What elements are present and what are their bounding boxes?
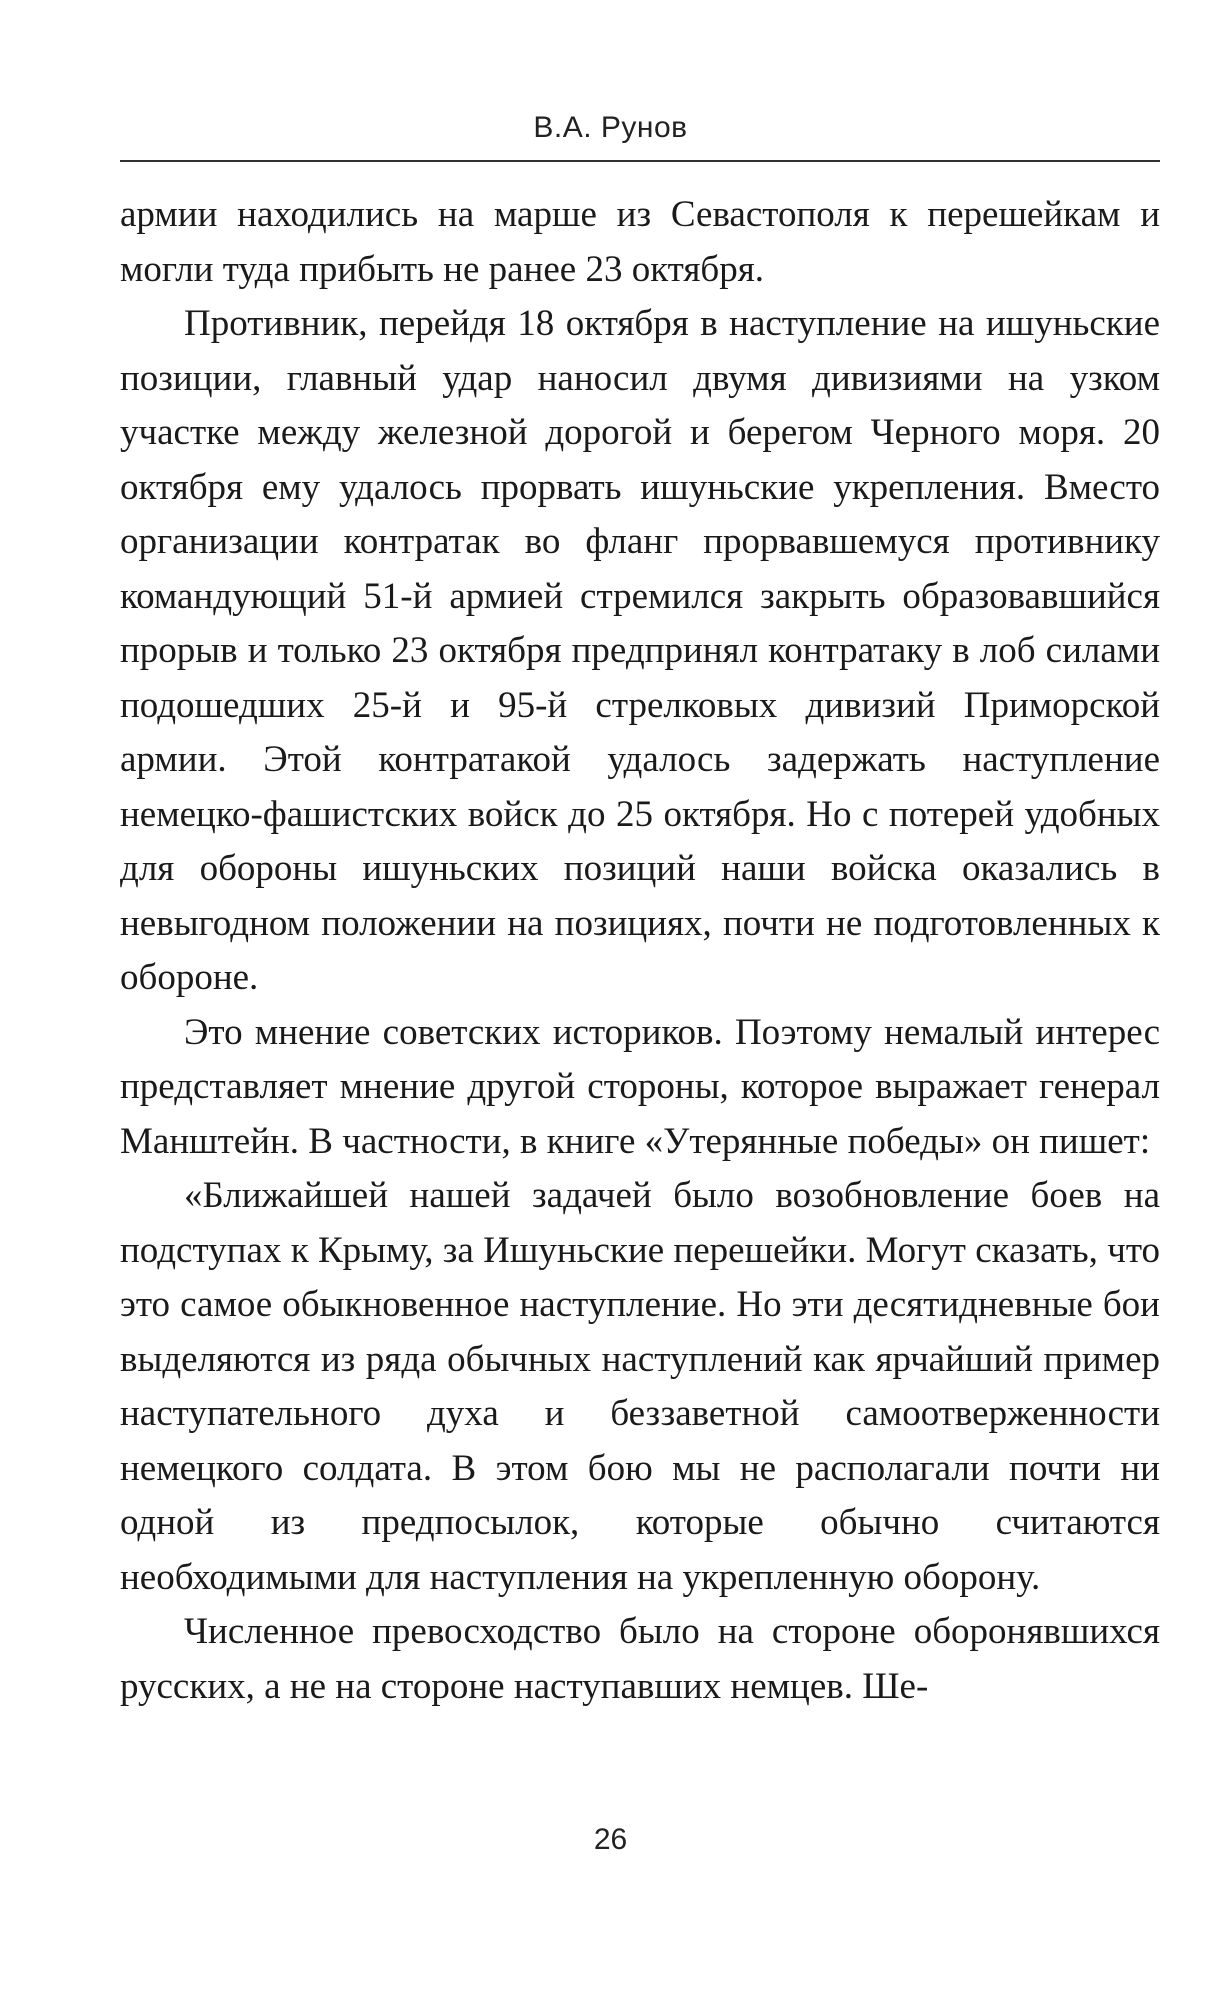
running-head: В.А. Рунов: [533, 111, 688, 144]
page-number: 26: [593, 1823, 628, 1856]
body-text: [120, 188, 1160, 1714]
quote-paragraph: Численное превосходство было на стороне оборонявшихся русских, а не на стороне наступавших немцев. Ше-: [120, 1611, 1160, 1707]
paragraph: Противник, перейдя 18 октября в наступление на ишуньские позиции, главный удар наносил двумя дивизиями на узком участке между железной дорогой и берегом Черного моря. 20 октября ему удалось прорвать ишуньские укрепления. Вместо организации контратак во фланг прорвавшемуся противнику командующий 51-й армией стремился закрыть образовавшийся прорыв и только 23 октября предпринял контратаку в лоб силами подошедших 25-й и 95-й стрелковых дивизий Приморской армии. Этой контратакой удалось задержать наступление немецко-фашистских войск до 25 октября. Но с потерей удобных для обороны ишуньских позиций наши войска оказались в невыгодном положении на позициях, почти не подготовленных к обороне.: [120, 303, 1160, 998]
paragraph: Это мнение советских историков. Поэтому немалый интерес представляет мнение другой стороны, которое выражает генерал Манштейн. В частности, в книге «Утерянные победы» он пишет:: [120, 1011, 1160, 1162]
quote-paragraph: «Ближайшей нашей задачей было возобновление боев на подступах к Крыму, за Ишуньские перешейки. Могут сказать, что это самое обыкновенное наступление. Но эти десятидневные бои выделяются из ряда обычных наступлений как ярчайший пример наступательного духа и беззаветной самоотверженности немецкого солдата. В этом бою мы не располагали почти ни одной из предпосылок, которые обычно считаются необходимыми для наступления на укрепленную оборону.: [120, 1175, 1160, 1598]
header-rule: [120, 160, 1160, 162]
paragraph-continued: армии находились на марше из Севастополя к перешейкам и могли туда прибыть не ранее 23 октября.: [120, 194, 1160, 290]
